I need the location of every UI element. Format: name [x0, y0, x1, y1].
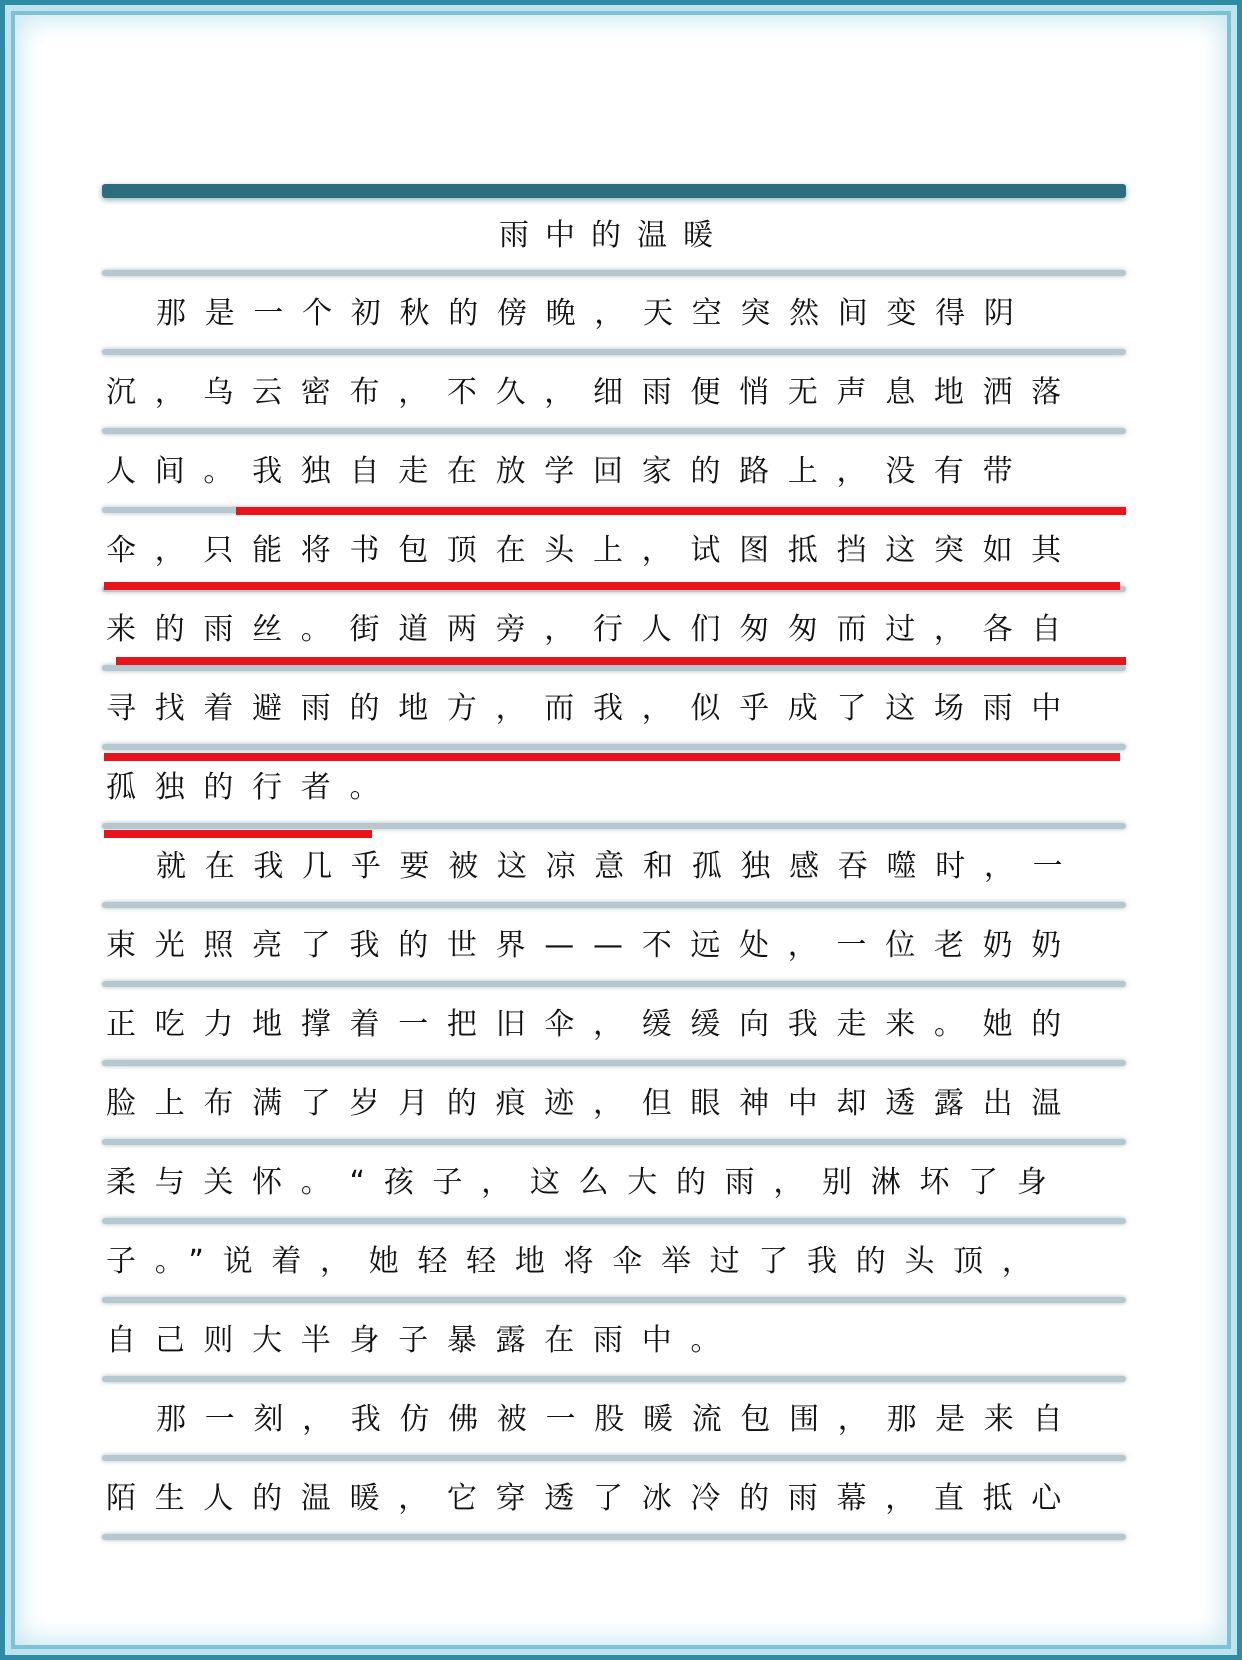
essay-line: 那一刻，我仿佛被一股暖流包围，那是来自: [156, 1402, 1082, 1437]
essay-line: 孤独的行者。: [106, 770, 399, 805]
essay-line: 那是一个初秋的傍晚，天空突然间变得阴: [156, 296, 1033, 331]
ruled-line: [102, 981, 1126, 987]
essay-title: 雨中的温暖: [499, 218, 729, 253]
essay-line: 就在我几乎要被这凉意和孤独感吞噬时，一: [156, 849, 1082, 884]
ruled-line: [102, 823, 1126, 829]
ruled-line: [102, 1060, 1126, 1066]
ruled-line: [102, 1139, 1126, 1145]
essay-line: 沉，乌云密布，不久，细雨便悄无声息地洒落: [106, 375, 1080, 410]
ruled-line: [102, 1218, 1126, 1224]
essay-line: 寻找着避雨的地方，而我，似乎成了这场雨中: [106, 691, 1080, 726]
ruled-line: [102, 665, 1126, 671]
ruled-line: [102, 428, 1126, 434]
header-bar: [102, 184, 1126, 198]
ruled-line: [102, 349, 1126, 355]
essay-line: 来的雨丝。街道两旁，行人们匆匆而过，各自: [106, 612, 1080, 647]
highlight-underline: [236, 507, 1126, 515]
highlight-underline: [104, 582, 1120, 590]
ruled-line: [102, 270, 1126, 276]
essay-line: 束光照亮了我的世界——不远处，一位老奶奶: [106, 928, 1080, 963]
highlight-underline: [104, 830, 372, 838]
essay-line: 正吃力地撑着一把旧伞，缓缓向我走来。她的: [106, 1007, 1080, 1042]
ruled-line: [102, 1534, 1126, 1540]
essay-line: 子。”说着，她轻轻地将伞举过了我的头顶，: [106, 1244, 1051, 1279]
essay-line: 伞，只能将书包顶在头上，试图抵挡这突如其: [106, 533, 1080, 568]
ruled-line: [102, 1297, 1126, 1303]
essay-line: 陌生人的温暖，它穿透了冰冷的雨幕，直抵心: [106, 1481, 1080, 1516]
ruled-line: [102, 1376, 1126, 1382]
ruled-line: [102, 902, 1126, 908]
essay-line: 人间。我独自走在放学回家的路上，没有带: [106, 454, 1032, 489]
essay-line: 脸上布满了岁月的痕迹，但眼神中却透露出温: [106, 1086, 1080, 1121]
essay-line: 自己则大半身子暴露在雨中。: [106, 1323, 740, 1358]
ruled-line: [102, 744, 1126, 750]
ruled-line: [102, 1455, 1126, 1461]
highlight-underline: [116, 657, 1126, 665]
essay-line: 柔与关怀。“孩子，这么大的雨，别淋坏了身: [106, 1165, 1066, 1200]
